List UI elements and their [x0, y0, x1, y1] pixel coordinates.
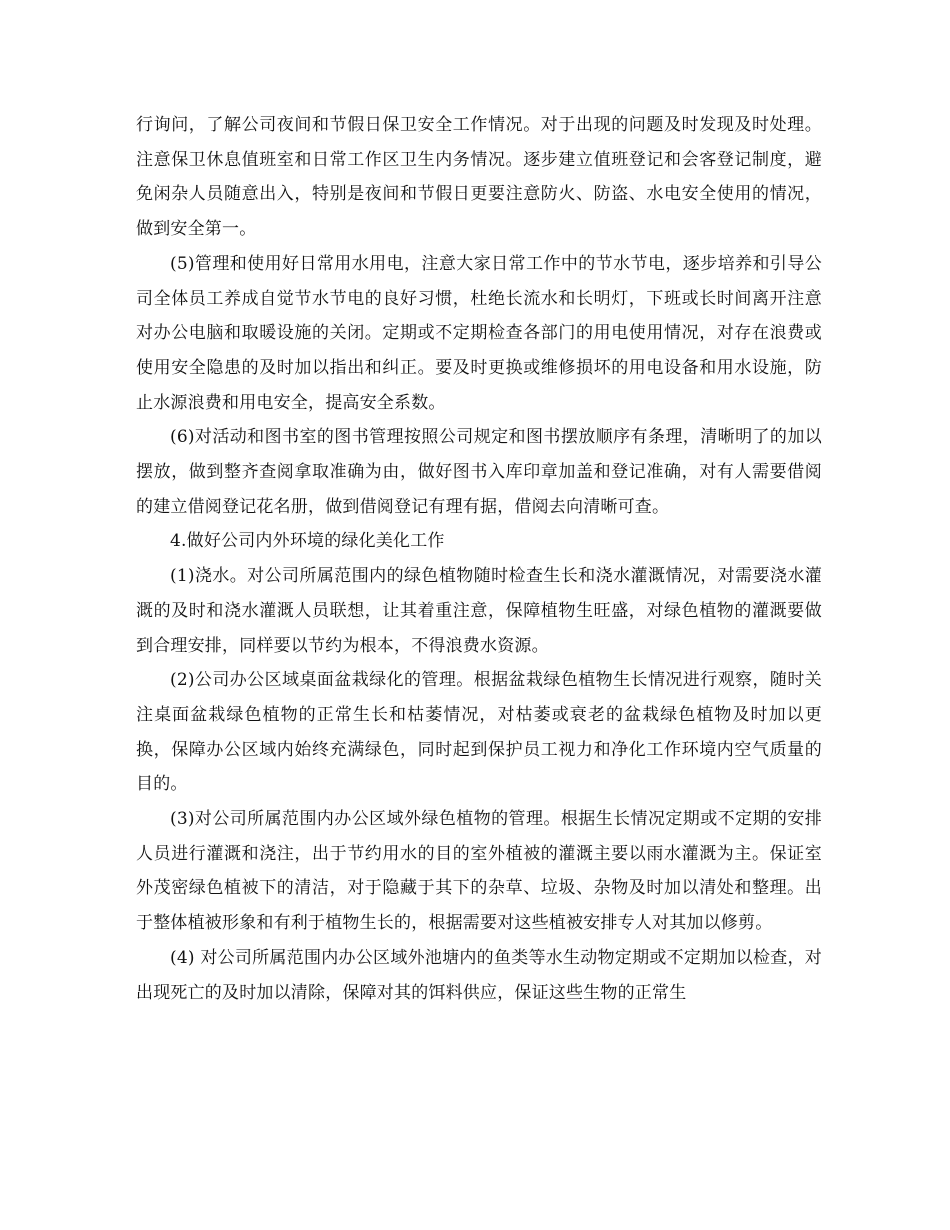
paragraph-library-management: (6)对活动和图书室的图书管理按照公司规定和图书摆放顺序有条理，清晰明了的加以摆放，做到整齐查阅拿取准确为由，做好图书入库印章加盖和登记准确，对有人需要借阅的建立借阅登记花名册，做到借阅登记有理有据，借阅去向清晰可查。: [136, 427, 822, 517]
paragraph-pond-animals: (4) 对公司所属范围内办公区域外池塘内的鱼类等水生动物定期或不定期加以检查，对出现死亡的及时加以清除，保障对其的饵料供应，保证这些生物的正常生: [136, 947, 822, 1003]
paragraph-security-continued: 行询问，了解公司夜间和节假日保卫安全工作情况。对于出现的问题及时发现及时处理。注意保卫休息值班室和日常工作区卫生内务情况。逐步建立值班登记和会客登记制度，避免闲杂人员随意出入，特别是夜间和节假日更要注意防火、防盗、水电安全使用的情况，做到安全第一。: [136, 115, 822, 240]
paragraph-desk-plants: (2)公司办公区域桌面盆栽绿化的管理。根据盆栽绿色植物生长情况进行观察，随时关注桌面盆栽绿色植物的正常生长和枯萎情况，对枯萎或衰老的盆栽绿色植物及时加以更换，保障办公区域内始终充满绿色，同时起到保护员工视力和净化工作环境内空气质量的目的。: [136, 670, 822, 795]
document-body: [136, 108, 822, 1010]
paragraph-water-electricity: (5)管理和使用好日常用水用电，注意大家日常工作中的节水节电，逐步培养和引导公司全体员工养成自觉节水节电的良好习惯，杜绝长流水和长明灯，下班或长时间离开注意对办公电脑和取暖设施的关闭。定期或不定期检查各部门的用电使用情况，对存在浪费或使用安全隐患的及时加以指出和纠正。要及时更换或维修损坏的用电设备和用水设施，防止水源浪费和用电安全，提高安全系数。: [136, 253, 822, 413]
paragraph-outdoor-plants: (3)对公司所属范围内办公区域外绿色植物的管理。根据生长情况定期或不定期的安排人员进行灌溉和浇注，出于节约用水的目的室外植被的灌溉主要以雨水灌溉为主。保证室外茂密绿色植被下的清洁，对于隐藏于其下的杂草、垃圾、杂物及时加以清处和整理。出于整体植被形象和有利于植物生长的，根据需要对这些植被安排专人对其加以修剪。: [136, 809, 822, 934]
paragraph-watering: (1)浇水。对公司所属范围内的绿色植物随时检查生长和浇水灌溉情况，对需要浇水灌溉的及时和浇水灌溉人员联想，让其着重注意，保障植物生旺盛，对绿色植物的灌溉要做到合理安排，同样要以节约为根本，不得浪费水资源。: [136, 566, 822, 656]
section-heading-greening: 4.做好公司内外环境的绿化美化工作: [170, 531, 445, 552]
